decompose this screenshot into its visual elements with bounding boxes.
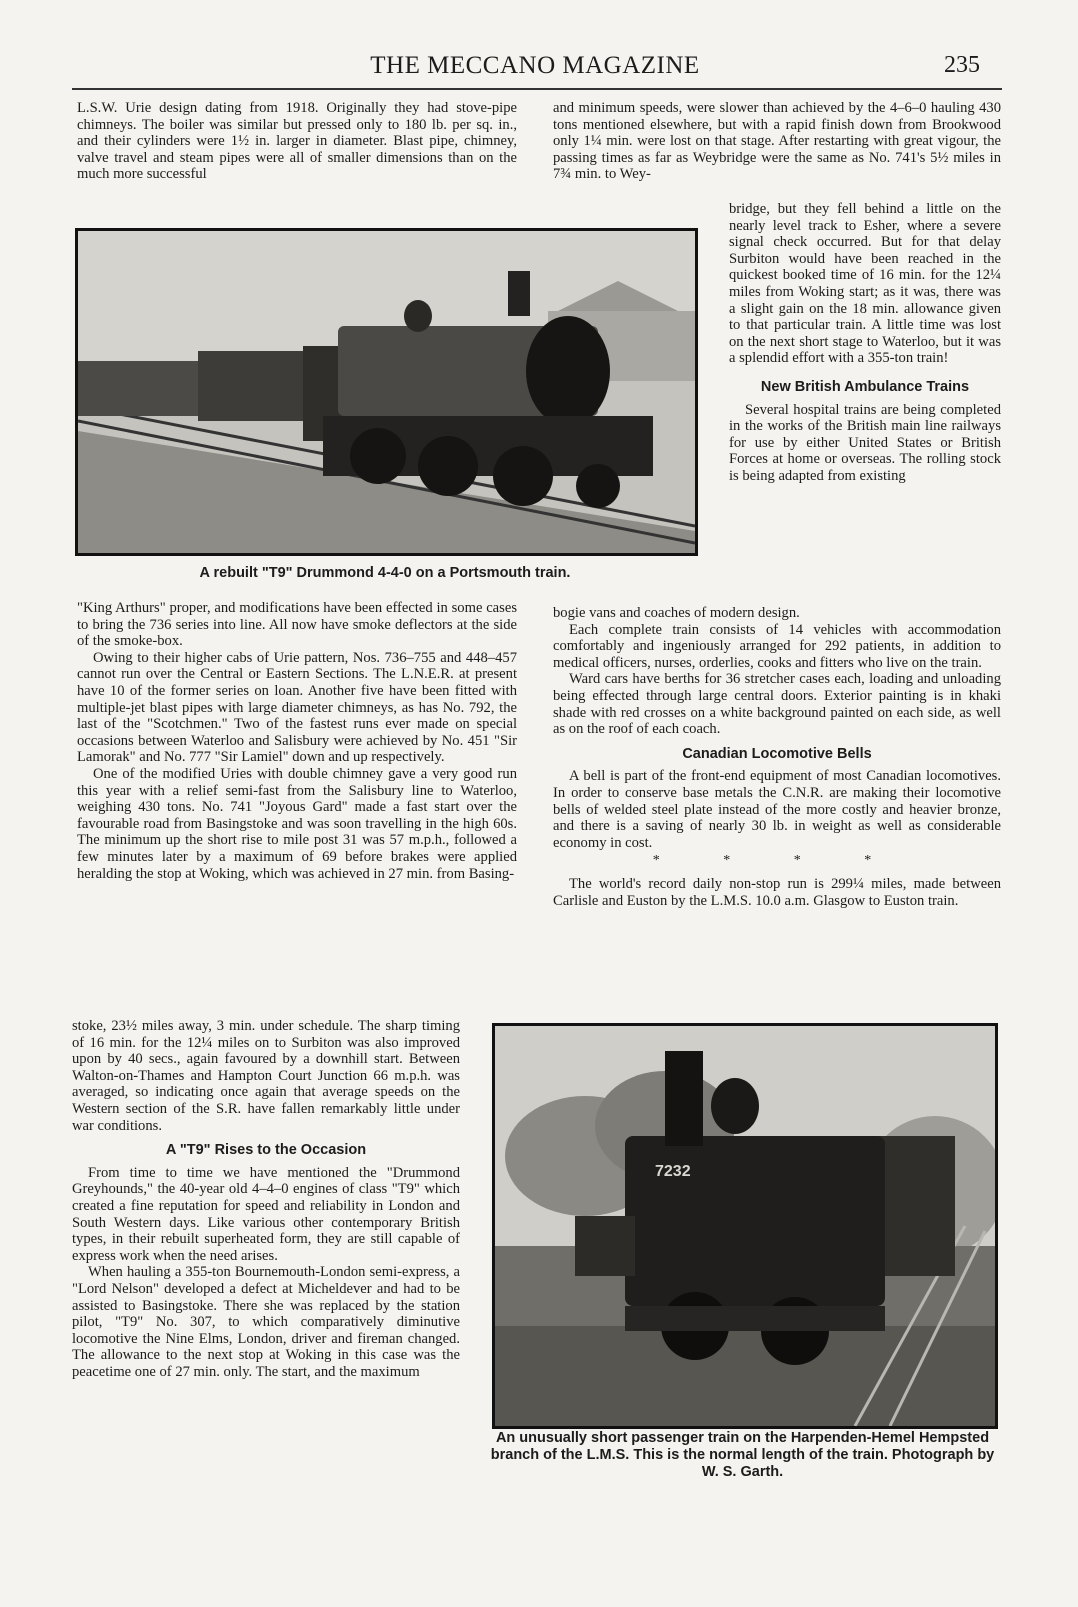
right-column-narrow bbox=[729, 201, 1001, 485]
paragraph: stoke, 23½ miles away, 3 min. under schedule. The sharp timing of 16 min. for the 12¼ miles on to Surbiton was also improved upon by 40 secs., again favoured by a downhill start. Between Walton-on-Thames and Hampton Court Junction 66 m.p.h. was averaged, so indicating once again that average speeds on the Western section of the S.R. have fallen remarkably little under war conditions. bbox=[72, 1018, 460, 1134]
left-column-main bbox=[77, 600, 517, 882]
left-column-lower bbox=[72, 1018, 460, 1380]
left-column-top bbox=[77, 100, 517, 183]
paragraph: "King Arthurs" proper, and modifications have been effected in some cases to bring the 736 series into line. All now have smoke deflectors at the side of the smoke-box. bbox=[77, 600, 517, 650]
paragraph: A bell is part of the front-end equipment of most Canadian locomotives. In order to conserve base metals the C.N.R. are making their locomotive bells of welded steel plate instead of the more costly and heavier bronze, and there is a saving of nearly 30 lb. in weight as well as considerable economy in cost. bbox=[553, 768, 1001, 851]
heading-ambulance-trains: New British Ambulance Trains bbox=[760, 378, 970, 395]
right-column-top bbox=[553, 100, 1001, 183]
right-column-main bbox=[553, 605, 1001, 909]
paragraph: Ward cars have berths for 36 stretcher cases each, loading and unloading being effected through large central doors. Exterior painting is in khaki shade with red crosses on a white background painted on each side, as well as on the roof of each coach. bbox=[553, 671, 1001, 738]
header-rule bbox=[72, 88, 1002, 90]
tank-engine-illustration bbox=[495, 1026, 995, 1426]
photo-caption-1: A rebuilt "T9" Drummond 4-4-0 on a Portsmouth train. bbox=[199, 565, 571, 581]
heading-locomotive-bells: Canadian Locomotive Bells bbox=[682, 745, 872, 762]
photo-caption-2: An unusually short passenger train on the Harpenden-Hemel Hempsted branch of the L.M.S. This is the normal length of the train. Photograph by W. S. Garth. bbox=[490, 1430, 995, 1480]
page-header bbox=[70, 52, 1000, 82]
paragraph: bogie vans and coaches of modern design. bbox=[553, 605, 800, 621]
paragraph: bridge, but they fell behind a little on the nearly level track to Esher, where a severe signal check occurred. But for that delay Surbiton would have been reached in the quickest booked time of 16 min. for the 12¼ miles from Woking start; as it was, there was a slight gain on the 18 min. allowance given to that particular train. A little time was lost on the next short stage to Waterloo, but it was a splendid effort with a 355-ton train! bbox=[729, 201, 1001, 367]
paragraph: When hauling a 355-ton Bournemouth-London semi-express, a "Lord Nelson" developed a defect at Micheldever and had to be assisted to Basingstoke. There she was replaced by the station pilot, "T9" No. 307, to which comparatively diminutive locomotive the Nine Elms, London, driver and fireman changed. The allowance to the next stop at Woking in this case was the peacetime one of 27 min. only. The start, and the maximum bbox=[72, 1264, 460, 1380]
paragraph: Owing to their higher cabs of Urie pattern, Nos. 736–755 and 448–457 cannot run over the Central or Eastern Sections. The L.N.E.R. at present have 10 of the former series on loan. Another five have been fitted with multiple-jet blast pipes with large diameter chimneys, as has No. 792, the last of the "Scotchmen." Two of the fastest runs ever made on special occasions between Waterloo and Salisbury were achieved by No. 451 "Sir Lamorak" and No. 777 "Sir Lamiel" down and up respectively. bbox=[77, 649, 517, 766]
heading-t9-rises: A "T9" Rises to the Occasion bbox=[165, 1142, 367, 1159]
paragraph: The world's record daily non-stop run is 299¼ miles, made between Carlisle and Euston by the L.M.S. 10.0 a.m. Glasgow to Euston train. bbox=[553, 875, 1001, 909]
magazine-title: THE MECCANO MAGAZINE bbox=[370, 52, 700, 79]
page-number: 235 bbox=[944, 52, 980, 78]
paragraph: One of the modified Uries with double chimney gave a very good run this year with a relief semi-fast from the Salisbury line to Waterloo, weighing 430 tons. No. 741 "Joyous Gard" made a fast start over the favourable road from Basingstoke and was soon travelling in the high 60s. The minimum up the short rise to mile post 31 was 57 m.p.h., followed a few minutes later by a maximum of 69 before brakes were applied heralding the stop at Woking, which was achieved in 27 min. from Basing- bbox=[77, 765, 517, 882]
separator-asterisks: * * * * bbox=[652, 853, 902, 869]
paragraph: L.S.W. Urie design dating from 1918. Originally they had stove-pipe chimneys. The boiler was similar but pressed only to 180 lb. per sq. in., and their cylinders were 1½ in. larger in diameter. Blast pipe, chimney, valve travel and steam pipes were all of smaller dimensions than on the much more successful bbox=[77, 100, 517, 183]
paragraph: From time to time we have mentioned the "Drummond Greyhounds," the 40-year old 4–4–0 engines of class "T9" which created a fine reputation for speed and reliability in London and South Western days. Like various other contemporary British types, in their rebuilt superheated form, they are still capable of express work when the need arises. bbox=[72, 1164, 460, 1264]
photo-lms-tank-engine bbox=[492, 1023, 998, 1429]
paragraph: Several hospital trains are being completed in the works of the British main line railways for use by either United States or British Forces at home or overseas. The rolling stock is being adapted from existing bbox=[729, 401, 1001, 484]
paragraph: and minimum speeds, were slower than achieved by the 4–6–0 hauling 430 tons mentioned elsewhere, but with a rapid finish down from Brookwood only 1¼ min. were lost on that stage. After restarting with great vigour, the passing times as far as Weybridge were the same as No. 741's 5½ miles in 7¾ min. to Wey- bbox=[553, 100, 1001, 183]
locomotive-illustration bbox=[78, 231, 695, 553]
photo-t9-locomotive bbox=[75, 228, 698, 556]
paragraph: Each complete train consists of 14 vehicles with accommodation comfortably and ingeniously arranged for 292 patients, in addition to medical officers, nurses, orderlies, cooks and fitters who live on the train. bbox=[553, 621, 1001, 671]
engine-number-plate: 7232 bbox=[655, 1163, 691, 1180]
